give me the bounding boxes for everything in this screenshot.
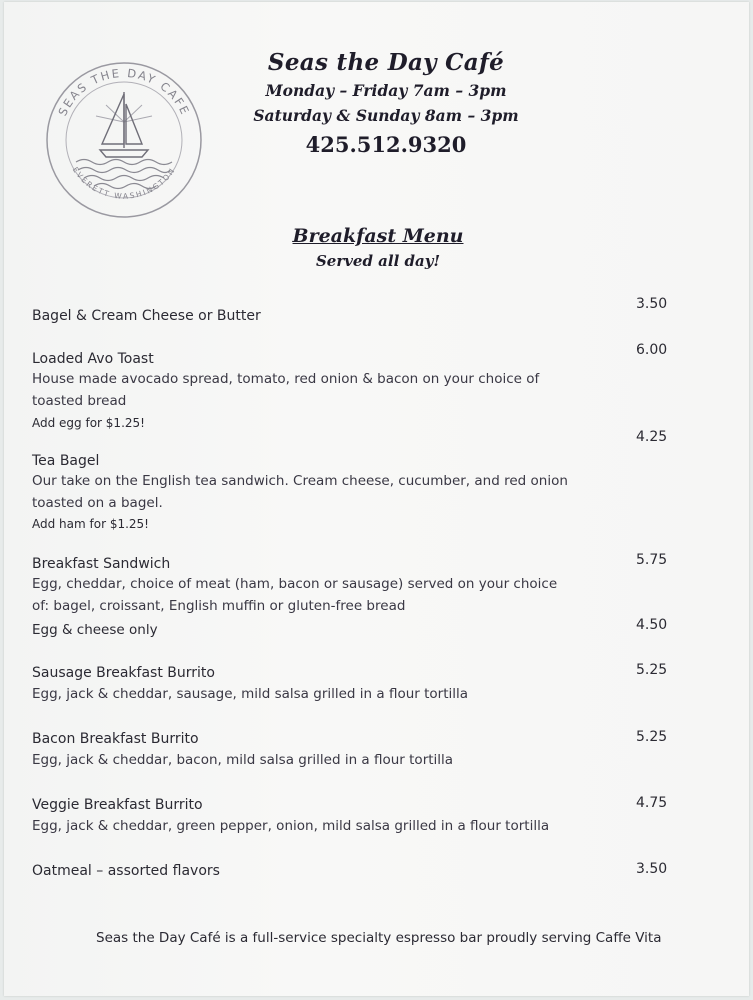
item-description: [32, 573, 602, 617]
item-name: Bacon Breakfast Burrito: [32, 731, 199, 747]
logo-bottom-text: EVERETT WASHINGTON: [70, 165, 178, 201]
item-description-line: toasted bread: [32, 393, 127, 409]
item-option-price: 4.50: [636, 617, 668, 633]
item-description-line: Egg, jack & cheddar, green pepper, onion, mild salsa grilled in a flour tortilla: [32, 818, 550, 834]
item-description-line: Egg, jack & cheddar, sausage, mild salsa grilled in a flour tortilla: [32, 686, 469, 702]
item-description-line: toasted on a bagel.: [32, 495, 163, 511]
item-price: 4.75: [636, 795, 668, 811]
item-description-line: Our take on the English tea sandwich. Cream cheese, cucumber, and red onion: [32, 473, 568, 489]
item-name: Veggie Breakfast Burrito: [32, 797, 203, 813]
item-name: Tea Bagel: [32, 453, 100, 469]
item-description: [32, 683, 602, 705]
menu-sheet: [4, 2, 749, 996]
item-name: Loaded Avo Toast: [32, 351, 154, 367]
item-description: [32, 470, 602, 514]
item-note: Add egg for $1.25!: [32, 416, 145, 430]
item-description: [32, 368, 602, 412]
menu-title: Breakfast Menu: [292, 225, 464, 247]
logo-top-text: SEAS THE DAY CAFE: [55, 65, 193, 119]
item-price: 6.00: [636, 342, 668, 358]
item-description-line: Egg, jack & cheddar, bacon, mild salsa grilled in a flour tortilla: [32, 752, 454, 768]
svg-text:EVERETT WASHINGTON: [71, 165, 178, 200]
menu-subtitle: Served all day!: [315, 252, 441, 270]
cafe-logo: [44, 60, 204, 220]
item-price: 3.50: [636, 296, 668, 312]
item-description-line: of: bagel, croissant, English muffin or gluten-free bread: [32, 598, 406, 614]
item-price: 5.25: [636, 662, 668, 678]
item-description-line: House made avocado spread, tomato, red onion & bacon on your choice of: [32, 371, 540, 387]
item-name: Breakfast Sandwich: [32, 556, 171, 572]
item-description: [32, 815, 602, 837]
menu-heading: [268, 222, 488, 272]
phone-number: 425.512.9320: [305, 132, 467, 157]
item-description: [32, 749, 602, 771]
cafe-name: Seas the Day Café: [267, 49, 505, 76]
item-name: Sausage Breakfast Burrito: [32, 665, 215, 681]
footer-note: Seas the Day Café is a full-service specialty espresso bar proudly serving Caffe Vita: [96, 930, 662, 946]
item-name: Oatmeal – assorted flavors: [32, 863, 220, 879]
cafe-header: [226, 48, 546, 162]
item-note: Add ham for $1.25!: [32, 517, 149, 531]
hours-weekend: Saturday & Sunday 8am – 3pm: [253, 106, 519, 125]
item-name: Bagel & Cream Cheese or Butter: [32, 308, 261, 324]
item-price: 5.75: [636, 552, 668, 568]
item-description-line: Egg, cheddar, choice of meat (ham, bacon or sausage) served on your choice: [32, 576, 558, 592]
item-price: 3.50: [636, 861, 668, 877]
item-price: 4.25: [636, 429, 668, 445]
item-price: 5.25: [636, 729, 668, 745]
item-option: Egg & cheese only: [32, 622, 158, 638]
hours-weekday: Monday – Friday 7am – 3pm: [265, 81, 507, 100]
